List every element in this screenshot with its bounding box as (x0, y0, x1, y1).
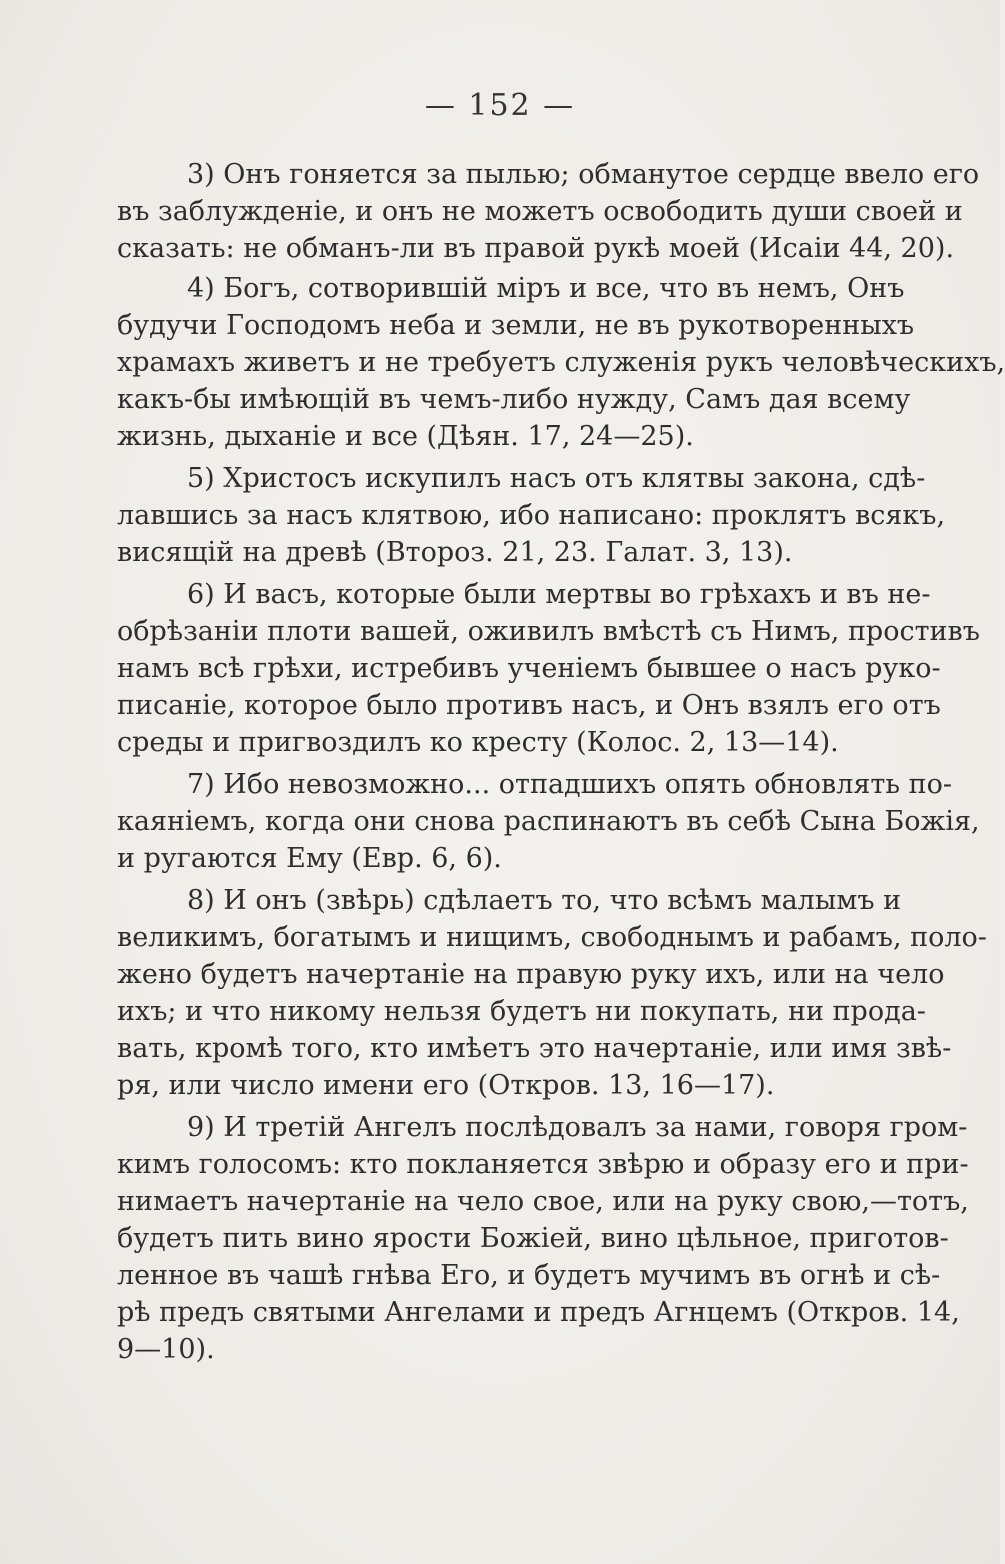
text-line: 5) Христосъ искупилъ насъ отъ клятвы закона, сдѣ- (187, 463, 926, 494)
text-line: ря, или число имени его (Откров. 13, 16—17). (117, 1070, 775, 1101)
text-line: 9—10). (117, 1334, 215, 1365)
text-line: нимаетъ начертаніе на чело свое, или на руку свою,—тотъ, (117, 1186, 969, 1217)
text-line: кимъ голосомъ: кто покланяется звѣрю и образу его и при- (117, 1149, 969, 1180)
text-line: 6) И васъ, которые были мертвы во грѣхахъ и въ не- (187, 579, 931, 610)
text-line: висящій на древѣ (Второз. 21, 23. Галат. 3, 13). (117, 537, 793, 568)
text-line: писаніе, которое было противъ насъ, и Онъ взялъ его отъ (117, 690, 941, 721)
text-line: рѣ предъ святыми Ангелами и предъ Агнцемъ (Откров. 14, (117, 1297, 960, 1328)
text-line: и ругаются Ему (Евр. 6, 6). (117, 843, 502, 874)
page-number: — 152 — (424, 88, 576, 123)
text-line: среды и пригвоздилъ ко кресту (Колос. 2, 13—14). (117, 727, 839, 758)
text-line: 8) И онъ (звѣрь) сдѣлаетъ то, что всѣмъ малымъ и (187, 885, 902, 916)
text-line: великимъ, богатымъ и нищимъ, свободнымъ и рабамъ, поло- (117, 922, 987, 953)
text-line: 3) Онъ гоняется за пылью; обманутое сердце ввело его (187, 159, 980, 190)
text-line: ленное въ чашѣ гнѣва Его, и будетъ мучимъ въ огнѣ и сѣ- (117, 1260, 941, 1291)
text-line: храмахъ живетъ и не требуетъ служенія рукъ человѣческихъ, (117, 347, 1005, 378)
text-line: жизнь, дыханіе и все (Дѣян. 17, 24—25). (117, 421, 694, 452)
text-line: обрѣзаніи плоти вашей, оживилъ вмѣстѣ съ Нимъ, простивъ (117, 616, 980, 647)
text-line: каяніемъ, когда они снова распинаютъ въ себѣ Сына Божія, (117, 806, 980, 837)
text-line: 4) Богъ, сотворившій міръ и все, что въ немъ, Онъ (187, 273, 905, 304)
text-line: какъ-бы имѣющій въ чемъ-либо нужду, Самъ дая всему (117, 384, 911, 415)
text-line: намъ всѣ грѣхи, истребивъ ученіемъ бывшее о насъ руко- (117, 653, 941, 684)
text-line: сказать: не обманъ-ли въ правой рукѣ моей (Исаіи 44, 20). (117, 233, 955, 264)
text-line: будучи Господомъ неба и земли, не въ рукотворенныхъ (117, 310, 915, 341)
text-line: вать, кромѣ того, кто имѣетъ это начертаніе, или имя звѣ- (117, 1033, 952, 1064)
text-line: лавшись за насъ клятвою, ибо написано: проклятъ всякъ, (117, 500, 946, 531)
text-line: 7) Ибо невозможно... отпадшихъ опять обновлять по- (187, 769, 953, 800)
text-line: 9) И третій Ангелъ послѣдовалъ за нами, говоря гром- (187, 1112, 968, 1143)
text-line: ихъ; и что никому нельзя будетъ ни покупать, ни прода- (117, 996, 926, 1027)
text-line: жено будетъ начертаніе на правую руку ихъ, или на чело (117, 959, 945, 990)
text-line: будетъ пить вино ярости Божіей, вино цѣльное, приготов- (117, 1223, 949, 1254)
text-line: въ заблужденіе, и онъ не можетъ освободить души своей и (117, 196, 963, 227)
